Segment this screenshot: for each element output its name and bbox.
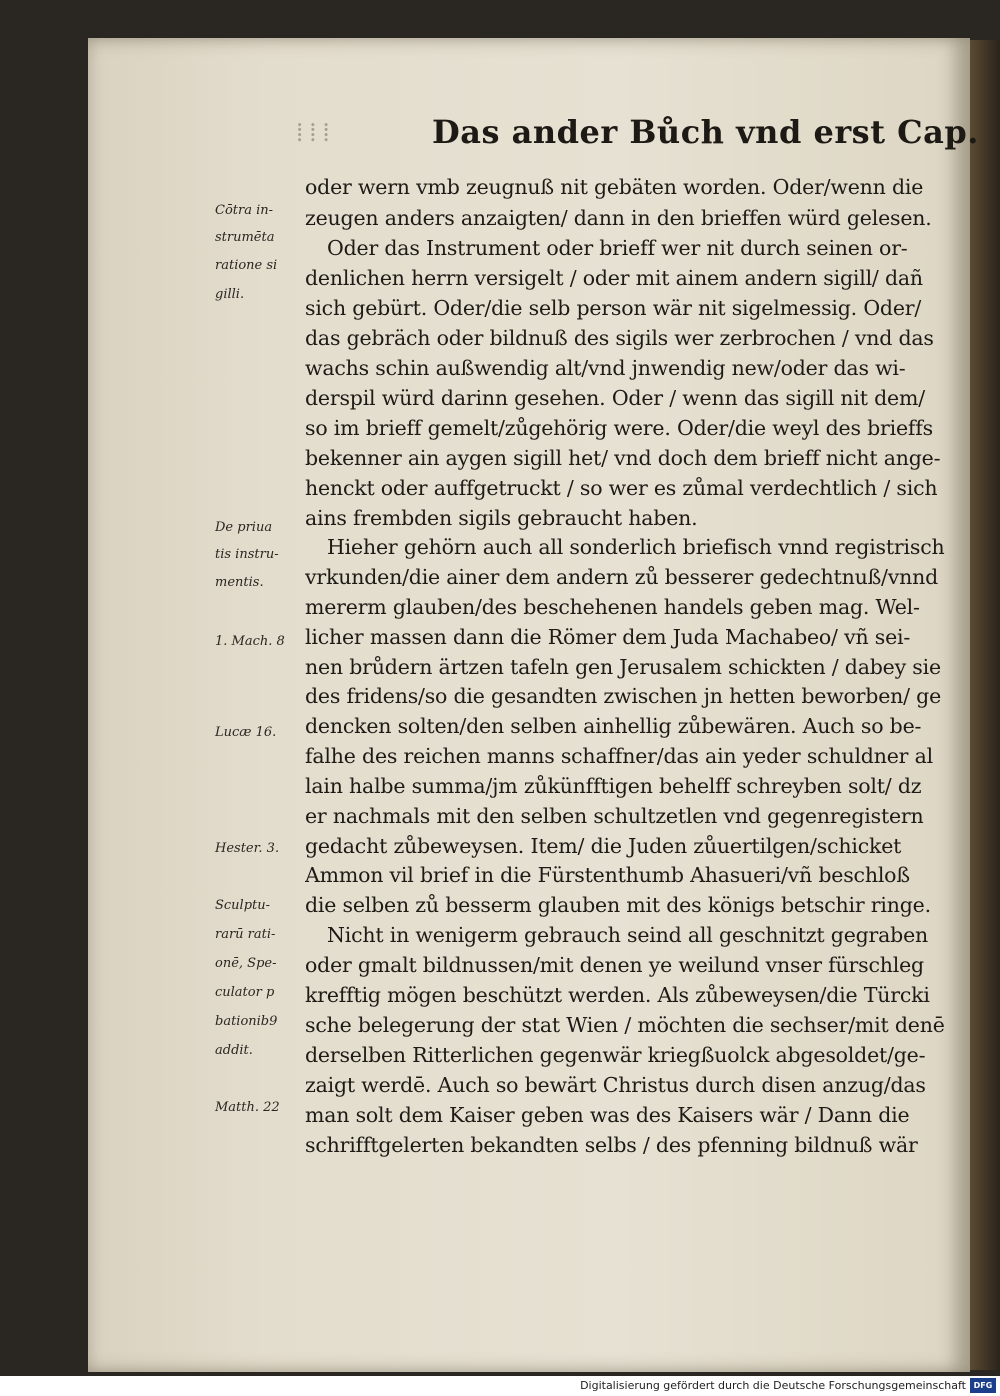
text-line: Hieher gehörn auch all sonderlich briefisch vnnd registrisch [327, 535, 945, 559]
text-line: gedacht zůbeweysen. Item/ die Juden zůuertilgen/schicket [305, 834, 902, 858]
margin-note: Sculptu- [215, 898, 271, 913]
margin-note: mentis. [215, 575, 264, 590]
text-line: man solt dem Kaiser geben was des Kaisers wär / Dann die [305, 1103, 910, 1127]
text-line: mererm glauben/des beschehenen handels geben mag. Wel- [305, 595, 920, 619]
margin-note: 1. Mach. 8 [215, 634, 285, 649]
text-line: krefftig mögen beschützt werden. Als zůbeweysen/die Türcki [305, 983, 930, 1007]
margin-note: ratione si [215, 258, 278, 273]
margin-note: rarū rati- [215, 927, 276, 942]
funding-credit: Digitalisierung gefördert durch die Deutsche Forschungsgemeinschaft [580, 1379, 966, 1392]
margin-note: onē, Spe- [215, 956, 277, 971]
text-line: ains frembden sigils gebraucht haben. [305, 506, 698, 530]
text-line: falhe des reichen manns schaffner/das ain yeder schuldner al [305, 744, 933, 768]
text-line: zaigt werdē. Auch so bewärt Christus durch disen anzug/das [305, 1073, 926, 1097]
text-line: dencken solten/den selben ainhellig zůbewären. Auch so be- [305, 714, 922, 738]
text-line: lain halbe summa/jm zůkünfftigen behelff schreyben solt/ dz [305, 774, 922, 798]
margin-note: addit. [215, 1043, 253, 1058]
text-line: derselben Ritterlichen gegenwär kriegßuolck abgesoldet/ge- [305, 1043, 926, 1067]
text-line: oder gmalt bildnussen/mit denen ye weilund vnser fürschleg [305, 953, 924, 977]
text-line: sche belegerung der stat Wien / möchten die sechser/mit denē [305, 1013, 945, 1037]
margin-note: culator p [215, 985, 275, 1000]
text-line: Oder das Instrument oder brieff wer nit durch seinen or- [327, 236, 908, 260]
text-line: Ammon vil brief in die Fürstenthumb Ahasueri/vñ beschloß [305, 863, 910, 887]
text-line: bekenner ain aygen sigill het/ vnd doch dem brieff nicht ange- [305, 446, 941, 470]
text-line: derspil würd darinn gesehen. Oder / wenn das sigill nit dem/ [305, 386, 925, 410]
margin-note: gilli. [215, 287, 245, 302]
text-line: Nicht in wenigerm gebrauch seind all geschnitzt gegraben [327, 923, 929, 947]
margin-note: De priua [215, 520, 273, 535]
text-line: des fridens/so die gesandten zwischen jn hetten beworben/ ge [305, 684, 942, 708]
text-line: zeugen anders anzaigten/ dann in den brieffen würd gelesen. [305, 206, 932, 230]
text-line: vrkunden/die ainer dem andern zů besserer gedechtnuß/vnnd [305, 565, 939, 589]
margin-note: Lucæ 16. [215, 725, 277, 740]
text-line: so im brieff gemelt/zůgehörig were. Oder/die weyl des brieffs [305, 416, 933, 440]
margin-note: strumēta [215, 230, 275, 245]
text-line: sich gebürt. Oder/die selb person wär nit sigelmessig. Oder/ [305, 296, 922, 320]
margin-note: Hester. 3. [215, 841, 280, 856]
margin-note: bationib9 [215, 1014, 278, 1029]
text-line: das gebräch oder bildnuß des sigils wer zerbrochen / vnd das [305, 326, 934, 350]
text-line: die selben zů besserm glauben mit des königs betschir ringe. [305, 893, 931, 917]
text-line: er nachmals mit den selben schultzetlen vnd gegenregistern [305, 804, 924, 828]
dfg-logo: DFG [970, 1378, 996, 1393]
text-line: licher massen dann die Römer dem Juda Machabeo/ vñ sei- [305, 625, 911, 649]
margin-note: Cōtra in- [215, 203, 274, 218]
text-line: wachs schin außwendig alt/vnd jnwendig new/oder das wi- [305, 356, 906, 380]
margin-note: Matth. 22 [215, 1100, 280, 1115]
show-through-text: ⁞⁞⁞ [296, 118, 336, 148]
text-line: schrifftgelerten bekandten selbs / des pfenning bildnuß wär [305, 1133, 918, 1157]
text-line: oder wern vmb zeugnuß nit gebäten worden. Oder/wenn die [305, 175, 924, 199]
text-line: henckt oder auffgetruckt / so wer es zůmal verdechtlich / sich [305, 476, 938, 500]
running-head: Das ander Bůch vnd erst Cap. [432, 113, 979, 151]
text-line: denlichen herrn versigelt / oder mit ainem andern sigill/ dañ [305, 266, 923, 290]
text-line: nen brůdern ärtzen tafeln gen Jerusalem schickten / dabey sie [305, 655, 941, 679]
margin-note: tis instru- [215, 547, 279, 562]
